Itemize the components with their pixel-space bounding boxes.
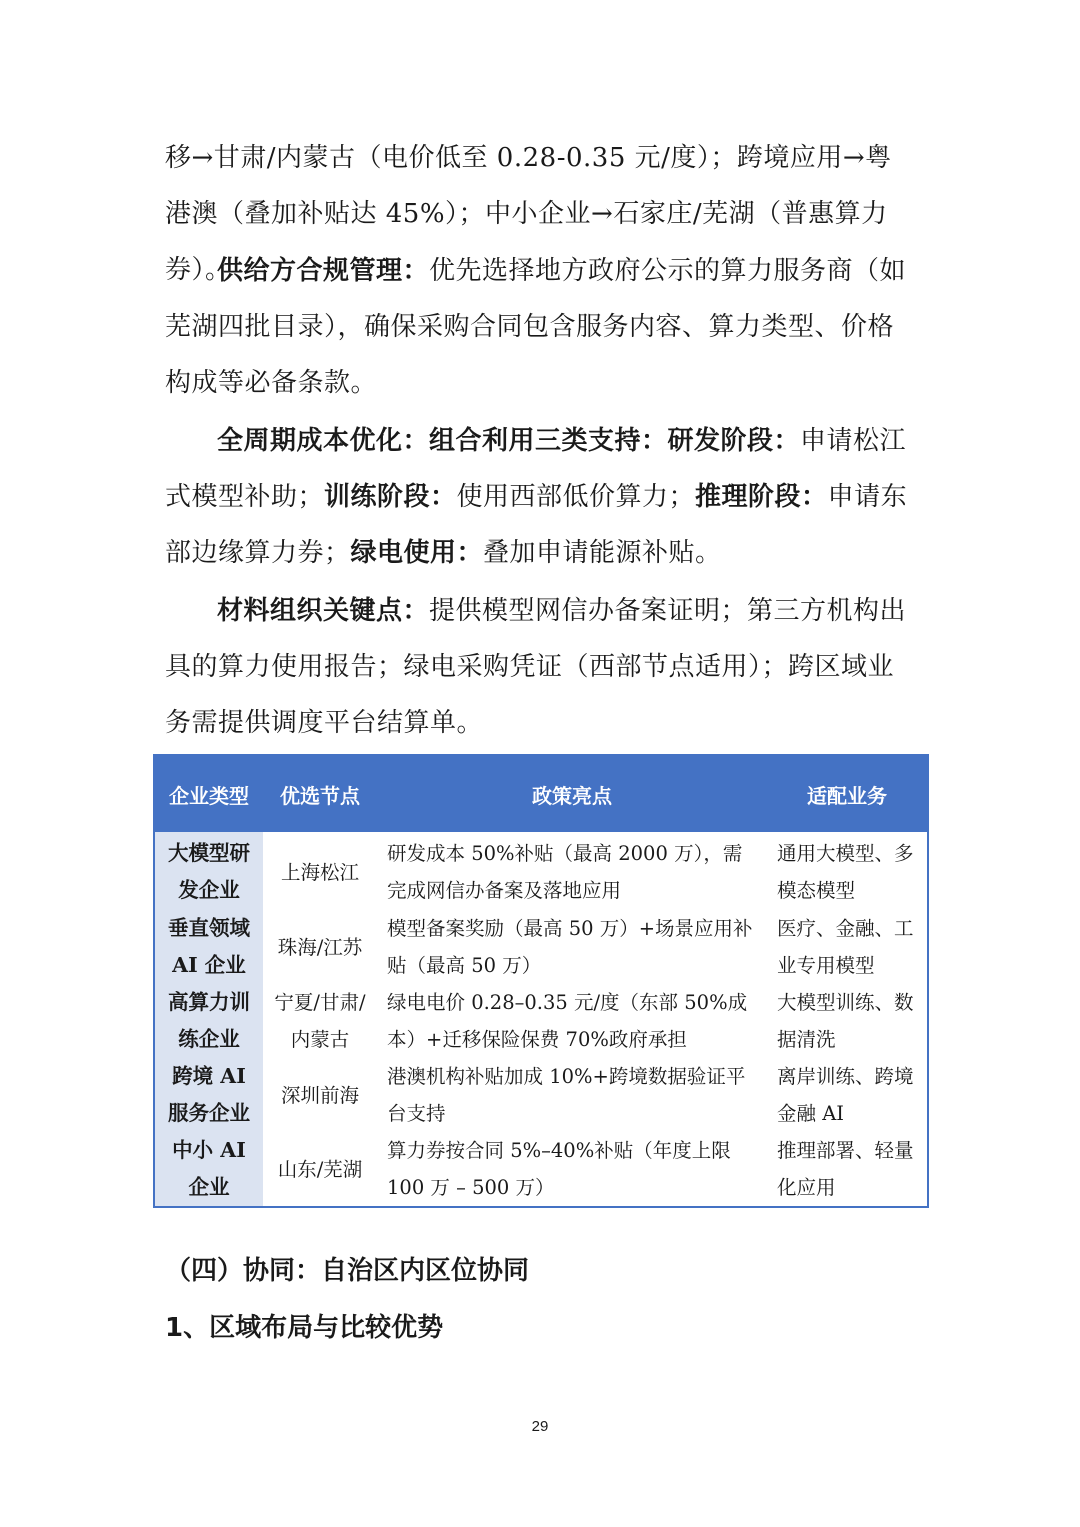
policy-table bbox=[153, 754, 929, 1208]
paragraph-label: 材料组织关键点： bbox=[217, 596, 430, 626]
cell-policy: 港澳机构补贴加成 10%+跨境数据验证平台支持 bbox=[387, 1065, 746, 1125]
cell-type: 垂直领域 AI 企业 bbox=[154, 910, 263, 984]
header-business: 适配业务 bbox=[767, 755, 928, 832]
paragraph-text: 优先选择地方政府公示的算力服务商（如芜湖四批目录），确保采购合同包含服务内容、算力类型、价格构成等必备条款。 bbox=[165, 256, 907, 398]
section-heading: （四）协同：自治区内区位协同 bbox=[165, 1256, 530, 1286]
paragraph-text: 叠加申请能源补贴。 bbox=[483, 538, 722, 568]
table-header-row bbox=[154, 755, 928, 832]
table-row bbox=[154, 1132, 928, 1207]
cell-business: 通用大模型、多模态模型 bbox=[777, 842, 914, 902]
paragraph-text: 申请东部边缘算力券； bbox=[165, 482, 908, 568]
cell-node: 宁夏/甘肃/内蒙古 bbox=[274, 991, 366, 1051]
header-type: 企业类型 bbox=[154, 755, 263, 832]
cell-type: 大模型研发企业 bbox=[154, 832, 263, 910]
paragraph-label: 供给方合规管理： bbox=[217, 256, 430, 286]
table-row bbox=[154, 984, 928, 1058]
cell-business: 离岸训练、跨境金融 AI bbox=[777, 1065, 914, 1125]
cell-policy: 模型备案奖励（最高 50 万）+场景应用补贴（最高 50 万） bbox=[387, 917, 753, 977]
paragraph-text: 使用西部低价算力； bbox=[456, 482, 696, 512]
cell-business: 医疗、金融、工业专用模型 bbox=[777, 917, 914, 977]
subsection-heading: 1、区域布局与比较优势 bbox=[165, 1313, 444, 1343]
paragraph-label: 推理阶段： bbox=[695, 482, 828, 512]
cell-node: 珠海/江苏 bbox=[277, 935, 363, 959]
cell-business: 推理部署、轻量化应用 bbox=[777, 1139, 914, 1199]
cell-node: 上海松江 bbox=[280, 860, 359, 884]
table-row bbox=[154, 832, 928, 910]
cell-policy: 研发成本 50%补贴（最高 2000 万），需完成网信办备案及落地应用 bbox=[387, 842, 743, 902]
paragraph-label: 绿电使用： bbox=[350, 538, 484, 568]
paragraph-migration-text: 移→甘肃/内蒙古（电价低至 0.28-0.35 元/度）；跨境应用→粤港澳（叠加补贴达 45%）；中小企业→石家庄/芜湖（普惠算力券）。 bbox=[165, 143, 892, 285]
cell-policy: 算力券按合同 5%–40%补贴（年度上限 100 万 – 500 万） bbox=[387, 1139, 731, 1199]
paragraph-label: 全周期成本优化：组合利用三类支持：研发阶段： bbox=[217, 426, 801, 456]
cell-type: 跨境 AI 服务企业 bbox=[154, 1058, 263, 1132]
table-row bbox=[154, 910, 928, 984]
cell-policy: 绿电电价 0.28–0.35 元/度（东部 50%成本）+迁移保险保费 70%政府承担 bbox=[387, 991, 748, 1051]
cell-business: 大模型训练、数据清洗 bbox=[777, 991, 914, 1051]
table-row bbox=[154, 1058, 928, 1132]
cell-type: 高算力训练企业 bbox=[154, 984, 263, 1058]
paragraph-materials bbox=[165, 583, 917, 751]
paragraph-text: 申请松江式模型补助； bbox=[165, 426, 907, 512]
header-node: 优选节点 bbox=[263, 755, 377, 832]
cell-node: 深圳前海 bbox=[280, 1083, 359, 1107]
paragraph-supplier-compliance bbox=[165, 243, 917, 411]
cell-node: 山东/芜湖 bbox=[277, 1157, 363, 1181]
paragraph-cost-optimization bbox=[165, 413, 917, 581]
cell-type: 中小 AI 企业 bbox=[154, 1132, 263, 1207]
header-policy: 政策亮点 bbox=[377, 755, 767, 832]
page-number: 29 bbox=[531, 1418, 549, 1435]
paragraph-label: 训练阶段： bbox=[324, 482, 457, 512]
paragraph-text: 提供模型网信办备案证明；第三方机构出具的算力使用报告；绿电采购凭证（西部节点适用）；跨区域业务需提供调度平台结算单。 bbox=[165, 596, 907, 738]
